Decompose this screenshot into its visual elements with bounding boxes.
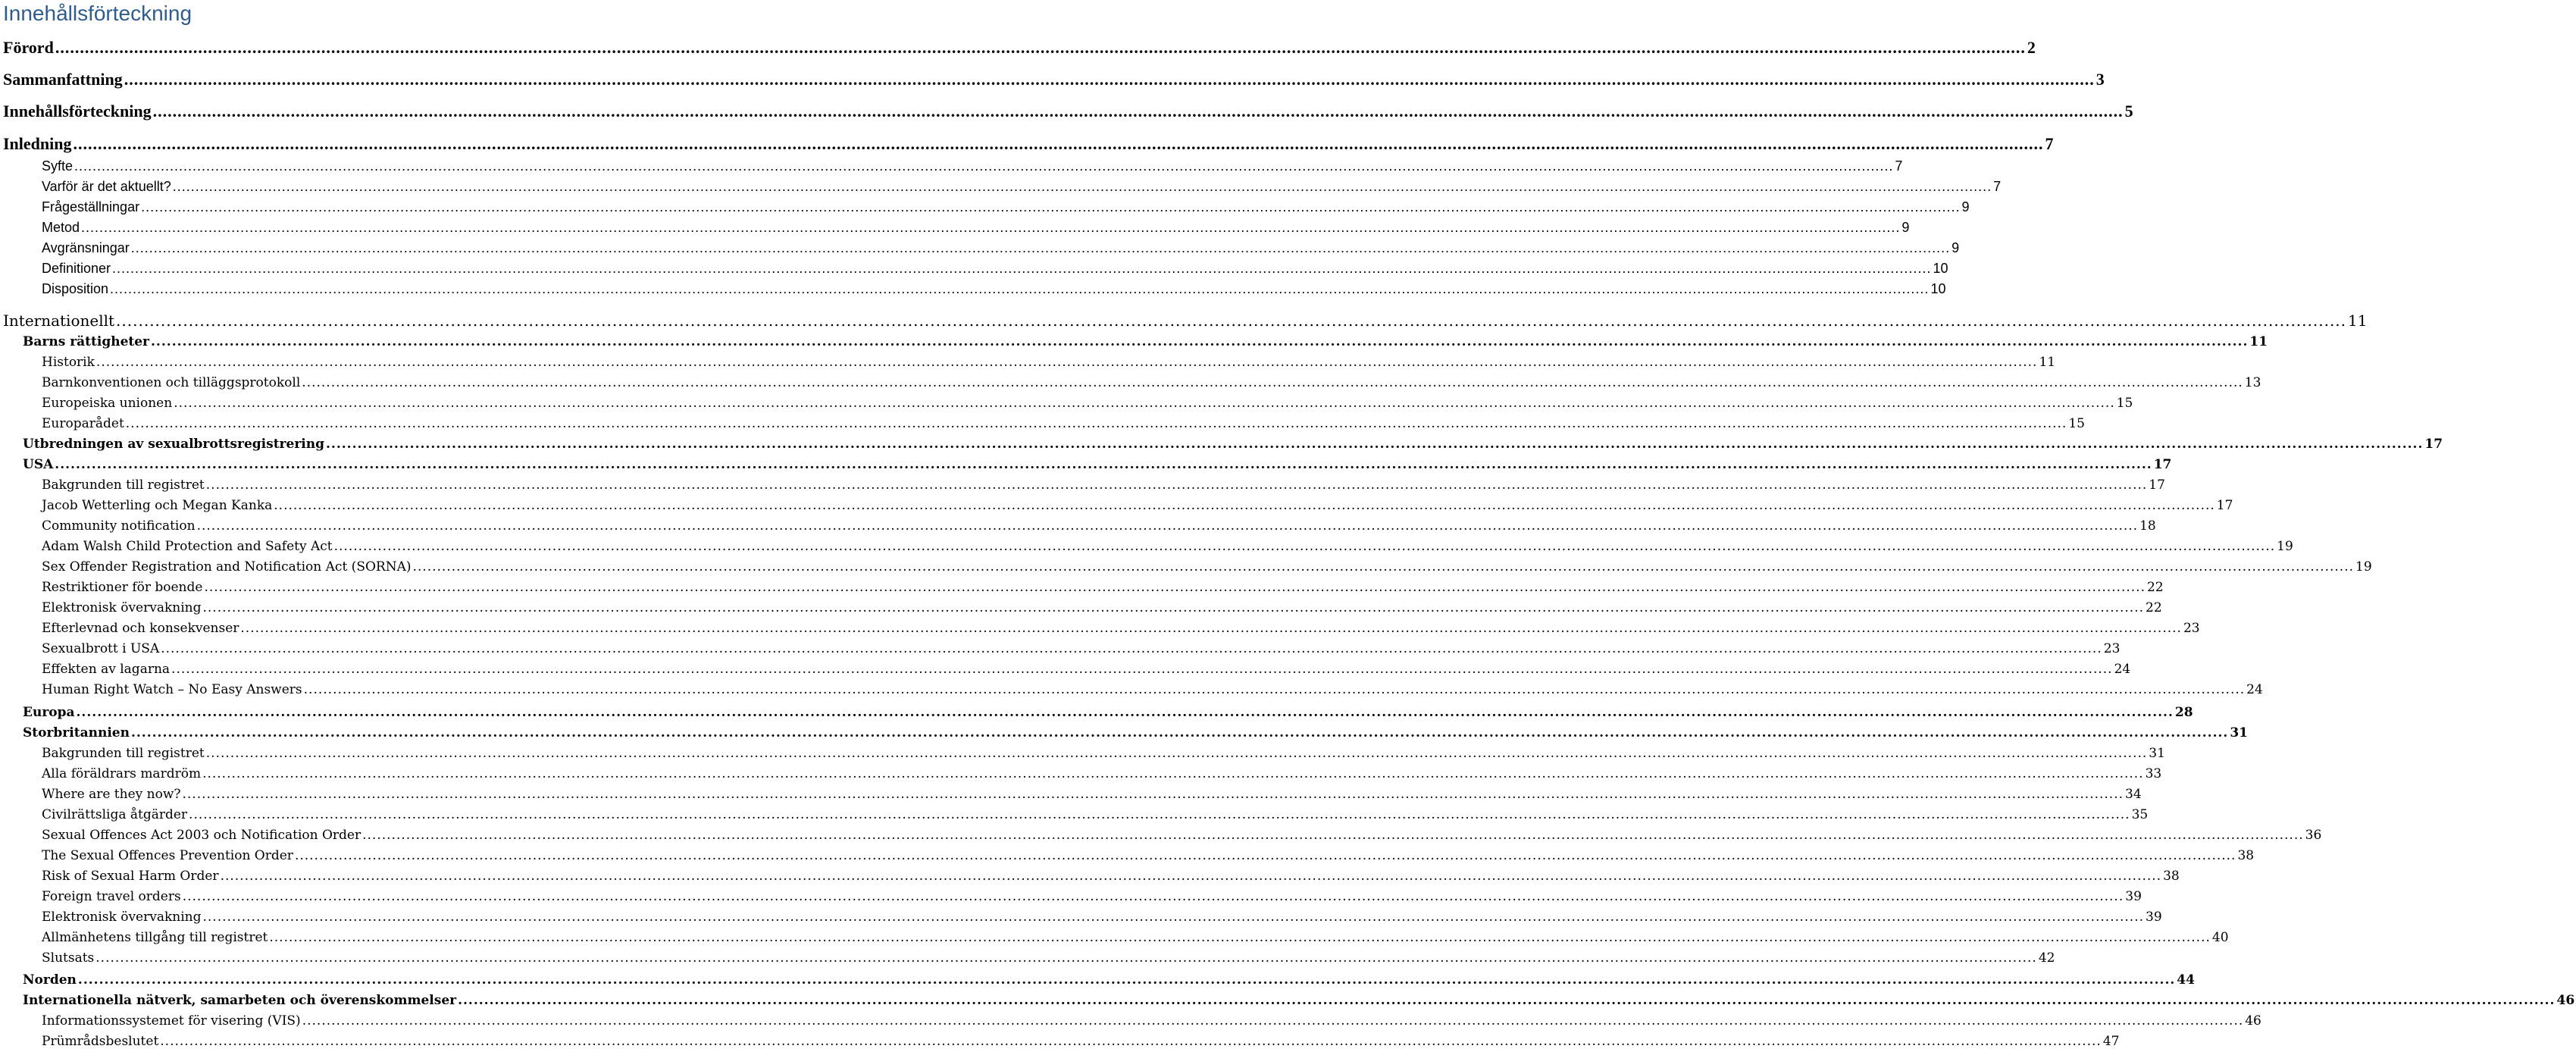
toc-entry-page-number: 5 — [2124, 102, 2133, 121]
toc-dot-leader: ................................................................................................................................................................................................................................................................................................................................................................................................................ — [202, 910, 2145, 925]
toc-entry-title: Internationellt — [3, 312, 115, 330]
toc-entry-page-number: 11 — [2249, 334, 2268, 349]
toc-entry-title: Frågeställningar — [42, 199, 140, 214]
toc-dot-leader: ................................................................................................................................................................................................................................................................................................................................................................................................................ — [302, 375, 2243, 390]
toc-entry-page-number: 44 — [2177, 972, 2195, 988]
toc-entry-title: Storbritannien — [23, 725, 130, 740]
toc-entry-title: Alla föräldrars mardröm — [42, 766, 202, 781]
toc-entry[interactable] — [0, 598, 2162, 618]
toc-entry-page-number: 15 — [2068, 416, 2085, 431]
toc-dot-leader: ................................................................................................................................................................................................................................................................................................................................................................................................................ — [152, 102, 2124, 121]
toc-entry-page-number: 33 — [2145, 766, 2162, 781]
toc-entry[interactable] — [0, 33, 2036, 62]
toc-entry[interactable] — [0, 516, 2156, 537]
toc-entry-title: Adam Walsh Child Protection and Safety Act — [42, 539, 333, 554]
toc-entry[interactable] — [0, 1032, 2120, 1052]
toc-entry[interactable] — [0, 373, 2261, 393]
toc-entry-title: Internationella nätverk, samarbeten och överenskommelser — [23, 993, 457, 1008]
toc-entry-title: Barnkonventionen och tilläggsprotokoll — [42, 375, 301, 390]
toc-dot-leader: ................................................................................................................................................................................................................................................................................................................................................................................................................ — [76, 705, 2174, 720]
toc-dot-leader: ................................................................................................................................................................................................................................................................................................................................................................................................................ — [205, 477, 2148, 493]
toc-entry-page-number: 19 — [2277, 539, 2293, 554]
toc-entry-page-number: 17 — [2424, 437, 2443, 452]
toc-dot-leader: ................................................................................................................................................................................................................................................................................................................................................................................................................ — [110, 281, 1930, 296]
toc-dot-leader: ................................................................................................................................................................................................................................................................................................................................................................................................................ — [303, 682, 2246, 697]
toc-entry-title: Barns rättigheter — [23, 334, 150, 349]
toc-entry-title: Syfte — [42, 158, 74, 174]
toc-entry-page-number: 9 — [1961, 199, 1970, 214]
toc-entry-title: Elektronisk övervakning — [42, 910, 202, 925]
toc-entry[interactable] — [0, 557, 2372, 578]
toc-entry[interactable] — [0, 744, 2165, 764]
toc-dot-leader: ................................................................................................................................................................................................................................................................................................................................................................................................................ — [202, 600, 2145, 615]
toc-heading: Innehållsförteckning — [3, 2, 192, 25]
toc-entry[interactable] — [0, 352, 2056, 373]
toc-dot-leader: ................................................................................................................................................................................................................................................................................................................................................................................................................ — [125, 416, 2067, 431]
toc-dot-leader: ................................................................................................................................................................................................................................................................................................................................................................................................................ — [220, 869, 2162, 884]
toc-entry-title: Prümrådsbeslutet — [42, 1034, 159, 1049]
toc-entry-title: Norden — [23, 972, 77, 988]
toc-entry-title: Elektronisk övervakning — [42, 600, 202, 615]
toc-dot-leader: ................................................................................................................................................................................................................................................................................................................................................................................................................ — [196, 518, 2139, 534]
toc-dot-leader: ................................................................................................................................................................................................................................................................................................................................................................................................................ — [124, 70, 2095, 89]
toc-entry-page-number: 13 — [2244, 375, 2261, 390]
toc-entry-title: Förord — [3, 38, 54, 57]
toc-dot-leader: ................................................................................................................................................................................................................................................................................................................................................................................................................ — [204, 580, 2146, 595]
toc-entry[interactable] — [0, 238, 1960, 258]
toc-entry[interactable] — [0, 784, 2142, 805]
toc-entry[interactable] — [0, 680, 2263, 700]
toc-entry-title: Effekten av lagarna — [42, 662, 171, 677]
toc-entry-page-number: 39 — [2146, 910, 2162, 925]
toc-dot-leader: ................................................................................................................................................................................................................................................................................................................................................................................................................ — [112, 261, 1932, 276]
toc-entry-page-number: 10 — [1933, 261, 1948, 276]
toc-entry-page-number: 28 — [2174, 705, 2193, 720]
toc-entry-page-number: 22 — [2146, 600, 2162, 615]
toc-entry-title: Sexualbrott i USA — [42, 641, 160, 656]
toc-entry[interactable] — [0, 907, 2162, 928]
toc-entry-page-number: 11 — [2039, 355, 2056, 370]
toc-entry[interactable] — [0, 218, 1910, 238]
toc-entry-page-number: 31 — [2149, 746, 2165, 761]
toc-dot-leader: ................................................................................................................................................................................................................................................................................................................................................................................................................ — [362, 828, 2304, 843]
toc-entry-page-number: 3 — [2096, 70, 2105, 89]
toc-entry[interactable] — [0, 805, 2149, 825]
toc-entry-page-number: 24 — [2114, 662, 2131, 677]
toc-entry-page-number: 39 — [2125, 889, 2142, 904]
toc-entry-title: Bakgrunden till registret — [42, 746, 205, 761]
toc-entry-title: Civilrättsliga åtgärder — [42, 807, 188, 822]
toc-entry-page-number: 31 — [2230, 725, 2249, 740]
toc-dot-leader: ................................................................................................................................................................................................................................................................................................................................................................................................................ — [77, 972, 2176, 988]
toc-entry[interactable] — [0, 887, 2142, 907]
toc-entry-page-number: 17 — [2216, 498, 2233, 513]
toc-entry[interactable] — [0, 618, 2200, 639]
toc-entry[interactable] — [0, 332, 2268, 352]
toc-entry[interactable] — [0, 97, 2133, 126]
toc-dot-leader: ................................................................................................................................................................................................................................................................................................................................................................................................................ — [302, 1013, 2244, 1029]
toc-entry-title: USA — [23, 457, 54, 472]
toc-dot-leader: ................................................................................................................................................................................................................................................................................................................................................................................................................ — [458, 993, 2556, 1008]
toc-entry-page-number: 7 — [1895, 158, 1903, 174]
toc-entry-title: Informationssystemet för visering (VIS) — [42, 1013, 301, 1029]
toc-dot-leader: ................................................................................................................................................................................................................................................................................................................................................................................................................ — [81, 220, 1901, 235]
toc-entry-title: Sexual Offences Act 2003 och Notification Order — [42, 828, 362, 843]
toc-entry-page-number: 36 — [2305, 828, 2322, 843]
toc-dot-leader: ................................................................................................................................................................................................................................................................................................................................................................................................................ — [202, 766, 2144, 781]
toc-entry[interactable] — [0, 723, 2249, 744]
toc-entry-page-number: 22 — [2146, 580, 2164, 595]
toc-dot-leader: ................................................................................................................................................................................................................................................................................................................................................................................................................ — [130, 725, 2229, 740]
toc-entry-title: Metod — [42, 220, 80, 235]
toc-entry[interactable] — [0, 866, 2180, 887]
toc-entry-page-number: 47 — [2102, 1034, 2120, 1049]
toc-dot-leader: ................................................................................................................................................................................................................................................................................................................................................................................................................ — [412, 559, 2355, 575]
toc-entry[interactable] — [0, 928, 2229, 948]
toc-entry-title: Efterlevnad och konsekvenser — [42, 621, 239, 636]
toc-dot-leader: ................................................................................................................................................................................................................................................................................................................................................................................................................ — [189, 807, 2130, 822]
toc-entry-title: Europarådet — [42, 416, 124, 431]
toc-entry[interactable] — [0, 156, 1903, 177]
toc-entry[interactable] — [0, 393, 2133, 414]
toc-entry-page-number: 7 — [2045, 134, 2054, 153]
toc-entry[interactable] — [0, 279, 1946, 299]
toc-entry[interactable] — [0, 537, 2293, 557]
toc-entry[interactable] — [0, 197, 1970, 218]
toc-entry-title: Community notification — [42, 518, 196, 534]
toc-entry-page-number: 10 — [1930, 281, 1946, 296]
toc-dot-leader: ................................................................................................................................................................................................................................................................................................................................................................................................................ — [182, 889, 2124, 904]
toc-entry-page-number: 18 — [2139, 518, 2156, 534]
toc-dot-leader: ................................................................................................................................................................................................................................................................................................................................................................................................................ — [333, 539, 2276, 554]
toc-entry[interactable] — [0, 703, 2193, 723]
toc-entry[interactable] — [0, 309, 2368, 332]
toc-entry-page-number: 17 — [2149, 477, 2165, 493]
toc-entry[interactable] — [0, 65, 2105, 94]
toc-entry-title: Sammanfattning — [3, 70, 123, 89]
toc-entry-title: Jacob Wetterling och Megan Kanka — [42, 498, 273, 513]
toc-entry[interactable] — [0, 846, 2255, 866]
toc-entry[interactable] — [0, 496, 2233, 516]
toc-entry[interactable] — [0, 177, 2002, 197]
toc-dot-leader: ................................................................................................................................................................................................................................................................................................................................................................................................................ — [130, 240, 1951, 255]
toc-entry-page-number: 40 — [2211, 930, 2229, 945]
toc-entry-page-number: 24 — [2246, 682, 2263, 697]
toc-entry-title: Inledning — [3, 134, 72, 153]
toc-entry-page-number: 23 — [2103, 641, 2121, 656]
toc-entry-title: Definitioner — [42, 261, 111, 276]
toc-entry-title: Where are they now? — [42, 787, 181, 802]
toc-dot-leader: ................................................................................................................................................................................................................................................................................................................................................................................................................ — [294, 848, 2236, 863]
toc-entry[interactable] — [0, 825, 2322, 846]
toc-dot-leader: ................................................................................................................................................................................................................................................................................................................................................................................................................ — [240, 621, 2182, 636]
toc-entry-title: Human Right Watch – No Easy Answers — [42, 682, 302, 697]
toc-entry[interactable] — [0, 130, 2054, 158]
toc-entry-page-number: 11 — [2348, 312, 2368, 330]
toc-entry-page-number: 46 — [2245, 1013, 2261, 1029]
toc-entry-title: Bakgrunden till registret — [42, 477, 205, 493]
toc-dot-leader: ................................................................................................................................................................................................................................................................................................................................................................................................................ — [274, 498, 2215, 513]
toc-entry-title: Slutsats — [42, 950, 95, 966]
toc-entry-title: Europa — [23, 705, 75, 720]
toc-entry[interactable] — [0, 258, 1948, 279]
toc-entry-title: Risk of Sexual Harm Order — [42, 869, 219, 884]
toc-dot-leader: ................................................................................................................................................................................................................................................................................................................................................................................................................ — [160, 1034, 2102, 1049]
toc-entry-page-number: 38 — [2163, 869, 2180, 884]
toc-dot-leader: ................................................................................................................................................................................................................................................................................................................................................................................................................ — [161, 641, 2102, 656]
toc-dot-leader: ................................................................................................................................................................................................................................................................................................................................................................................................................ — [95, 950, 2037, 966]
toc-dot-leader: ................................................................................................................................................................................................................................................................................................................................................................................................................ — [73, 134, 2044, 153]
toc-entry-title: Disposition — [42, 281, 109, 296]
toc-entry-page-number: 46 — [2556, 993, 2575, 1008]
toc-dot-leader: ................................................................................................................................................................................................................................................................................................................................................................................................................ — [55, 38, 2026, 57]
toc-dot-leader: ................................................................................................................................................................................................................................................................................................................................................................................................................ — [325, 437, 2424, 452]
toc-entry-page-number: 2 — [2027, 38, 2036, 57]
toc-dot-leader: ................................................................................................................................................................................................................................................................................................................................................................................................................ — [141, 199, 1961, 214]
toc-entry-page-number: 19 — [2355, 559, 2372, 575]
toc-dot-leader: ................................................................................................................................................................................................................................................................................................................................................................................................................ — [174, 396, 2115, 411]
toc-entry[interactable] — [0, 970, 2195, 991]
toc-dot-leader: ................................................................................................................................................................................................................................................................................................................................................................................................................ — [205, 746, 2148, 761]
toc-dot-leader: ................................................................................................................................................................................................................................................................................................................................................................................................................ — [116, 312, 2347, 330]
toc-entry-page-number: 15 — [2116, 396, 2133, 411]
toc-dot-leader: ................................................................................................................................................................................................................................................................................................................................................................................................................ — [172, 179, 1992, 194]
toc-dot-leader: ................................................................................................................................................................................................................................................................................................................................................................................................................ — [95, 355, 2038, 370]
toc-entry[interactable] — [0, 434, 2443, 455]
toc-entry-title: Utbredningen av sexualbrottsregistrering — [23, 437, 324, 452]
toc-entry-page-number: 23 — [2183, 621, 2200, 636]
toc-dot-leader: ................................................................................................................................................................................................................................................................................................................................................................................................................ — [182, 787, 2124, 802]
toc-dot-leader: ................................................................................................................................................................................................................................................................................................................................................................................................................ — [269, 930, 2211, 945]
toc-entry-page-number: 7 — [1993, 179, 2002, 194]
toc-entry-title: Allmänhetens tillgång till registret — [42, 930, 268, 945]
toc-entry-title: Foreign travel orders — [42, 889, 181, 904]
toc-entry[interactable] — [0, 764, 2162, 784]
toc-entry[interactable] — [0, 1011, 2261, 1032]
toc-entry-page-number: 9 — [1901, 220, 1910, 235]
toc-entry-page-number: 42 — [2038, 950, 2055, 966]
toc-entry-page-number: 38 — [2237, 848, 2255, 863]
toc-entry-page-number: 17 — [2153, 457, 2172, 472]
toc-entry[interactable] — [0, 475, 2165, 496]
toc-entry[interactable] — [0, 991, 2575, 1011]
toc-entry-title: Europeiska unionen — [42, 396, 173, 411]
toc-entry-title: Varför är det aktuellt? — [42, 179, 171, 194]
toc-entry[interactable] — [0, 578, 2164, 598]
toc-entry-title: Sex Offender Registration and Notification Act (SORNA) — [42, 559, 412, 575]
toc-entry[interactable] — [0, 414, 2085, 434]
toc-entry[interactable] — [0, 639, 2121, 659]
toc-entry-title: Restriktioner för boende — [42, 580, 203, 595]
toc-entry-page-number: 9 — [1952, 240, 1960, 255]
toc-entry-page-number: 35 — [2131, 807, 2149, 822]
toc-entry-title: Avgränsningar — [42, 240, 130, 255]
toc-dot-leader: ................................................................................................................................................................................................................................................................................................................................................................................................................ — [55, 457, 2152, 472]
toc-entry[interactable] — [0, 659, 2131, 680]
toc-entry-page-number: 34 — [2125, 787, 2142, 802]
toc-entry-title: Historik — [42, 355, 95, 370]
toc-entry[interactable] — [0, 455, 2172, 475]
toc-dot-leader: ................................................................................................................................................................................................................................................................................................................................................................................................................ — [151, 334, 2249, 349]
toc-entry-title: The Sexual Offences Prevention Order — [42, 848, 293, 863]
toc-dot-leader: ................................................................................................................................................................................................................................................................................................................................................................................................................ — [74, 158, 1894, 174]
toc-dot-leader: ................................................................................................................................................................................................................................................................................................................................................................................................................ — [171, 662, 2113, 677]
toc-entry-title: Innehållsförteckning — [3, 102, 152, 121]
toc-entry[interactable] — [0, 948, 2055, 969]
